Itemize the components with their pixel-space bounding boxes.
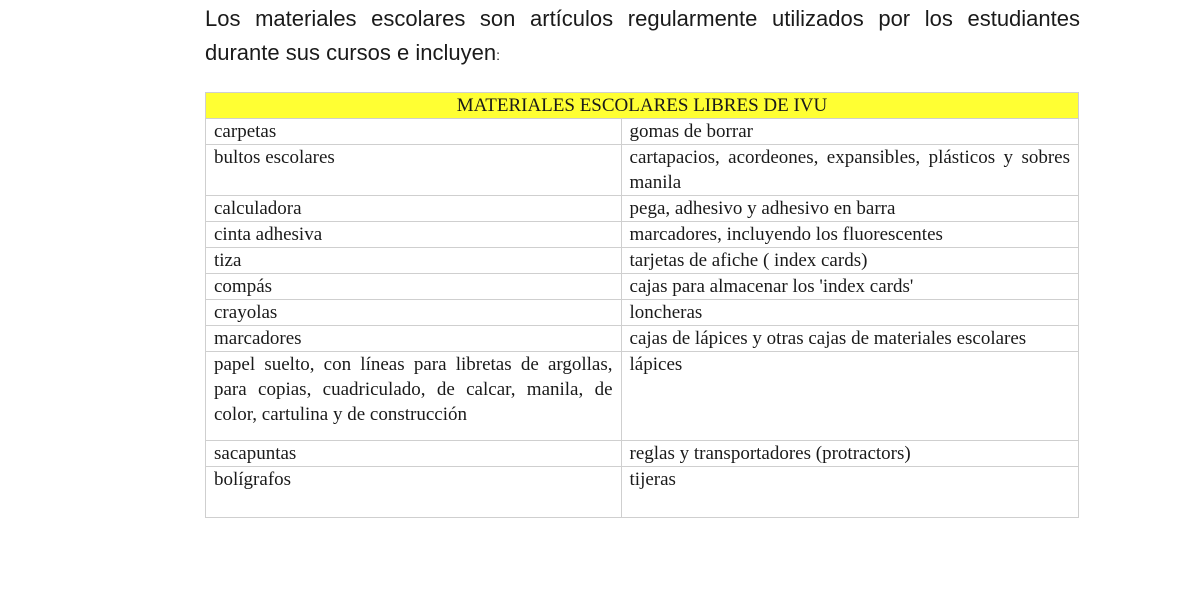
table-header: MATERIALES ESCOLARES LIBRES DE IVU [206,93,1079,119]
table-cell: compás [206,274,622,300]
table-cell: tijeras [621,467,1078,518]
table-cell: reglas y transportadores (protractors) [621,441,1078,467]
intro-paragraph [205,2,1080,72]
table-cell: cinta adhesiva [206,222,622,248]
materials-table [205,92,1079,518]
table-row [206,145,1079,196]
table-row [206,352,1079,441]
intro-colon: : [496,47,500,63]
table-cell: loncheras [621,300,1078,326]
table-cell: sacapuntas [206,441,622,467]
table-cell: calculadora [206,196,622,222]
table-row [206,196,1079,222]
table-cell: crayolas [206,300,622,326]
table-row [206,222,1079,248]
intro-text: Los materiales escolares son artículos regularmente utilizados por los estudiantes durante sus cursos e incluyen [205,6,1080,65]
table-cell: marcadores, incluyendo los fluorescentes [621,222,1078,248]
table-row [206,326,1079,352]
table-cell: carpetas [206,119,622,145]
table-cell: tiza [206,248,622,274]
table-cell: lápices [621,352,1078,441]
table-cell: cajas para almacenar los 'index cards' [621,274,1078,300]
table-header-row [206,93,1079,119]
table-cell: pega, adhesivo y adhesivo en barra [621,196,1078,222]
table-row [206,441,1079,467]
table-cell: papel suelto, con líneas para libretas de argollas, para copias, cuadriculado, de calcar, manila, de color, cartulina y de construcción [206,352,622,441]
table-row [206,119,1079,145]
table-cell: marcadores [206,326,622,352]
table-cell: gomas de borrar [621,119,1078,145]
table-row [206,300,1079,326]
table-cell: bolígrafos [206,467,622,518]
table-row [206,274,1079,300]
table-cell: bultos escolares [206,145,622,196]
table-row [206,248,1079,274]
table-cell: tarjetas de afiche ( index cards) [621,248,1078,274]
table-row [206,467,1079,518]
table-cell: cajas de lápices y otras cajas de materiales escolares [621,326,1078,352]
table-cell: cartapacios, acordeones, expansibles, plásticos y sobres manila [621,145,1078,196]
